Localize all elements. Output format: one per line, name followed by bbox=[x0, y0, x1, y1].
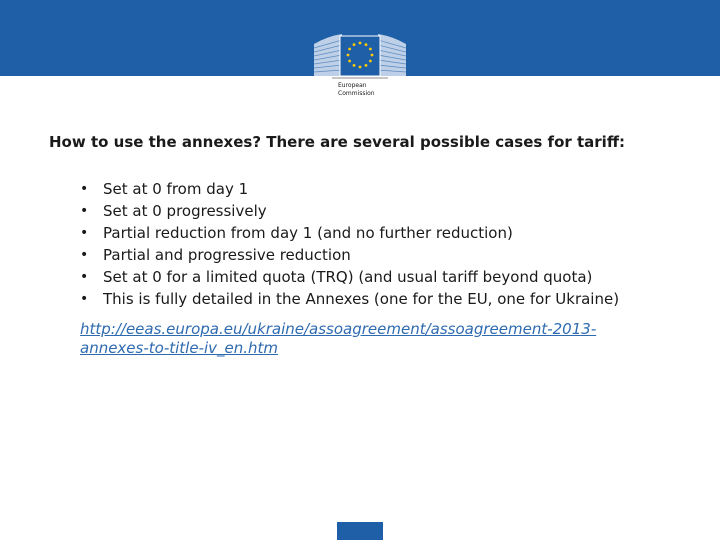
logo-caption bbox=[338, 82, 375, 98]
list-item-text: Partial reduction from day 1 (and no further reduction) bbox=[103, 224, 513, 242]
annexes-link-line2: annexes-to-title-iv_en.htm bbox=[80, 339, 279, 357]
footer-accent-block bbox=[337, 522, 383, 540]
list-item bbox=[80, 200, 700, 222]
european-commission-logo bbox=[308, 14, 412, 104]
bullet-list bbox=[80, 178, 700, 310]
list-item bbox=[80, 244, 700, 266]
list-item bbox=[80, 288, 700, 310]
bullet-icon: • bbox=[80, 269, 89, 285]
list-item-text: Set at 0 for a limited quota (TRQ) (and usual tariff beyond quota) bbox=[103, 268, 593, 286]
list-item bbox=[80, 178, 700, 200]
list-item-text: This is fully detailed in the Annexes (one for the EU, one for Ukraine) bbox=[103, 290, 620, 308]
list-item bbox=[80, 266, 700, 288]
list-item bbox=[80, 222, 700, 244]
annexes-link-line1: http://eeas.europa.eu/ukraine/assoagreement/assoagreement-2013- bbox=[80, 320, 597, 338]
list-item-text: Set at 0 progressively bbox=[103, 202, 267, 220]
bullet-icon: • bbox=[80, 181, 89, 197]
commission-building-icon bbox=[308, 14, 412, 80]
logo-caption-line2: Commission bbox=[338, 90, 375, 97]
bullet-icon: • bbox=[80, 203, 89, 219]
bullet-icon: • bbox=[80, 291, 89, 307]
slide-title: How to use the annexes? There are several possible cases for tariff: bbox=[49, 133, 625, 151]
list-item-text: Set at 0 from day 1 bbox=[103, 180, 249, 198]
bullet-icon: • bbox=[80, 247, 89, 263]
annexes-link[interactable] bbox=[80, 320, 680, 358]
list-item-text: Partial and progressive reduction bbox=[103, 246, 351, 264]
bullet-icon: • bbox=[80, 225, 89, 241]
logo-caption-line1: European bbox=[338, 82, 367, 89]
